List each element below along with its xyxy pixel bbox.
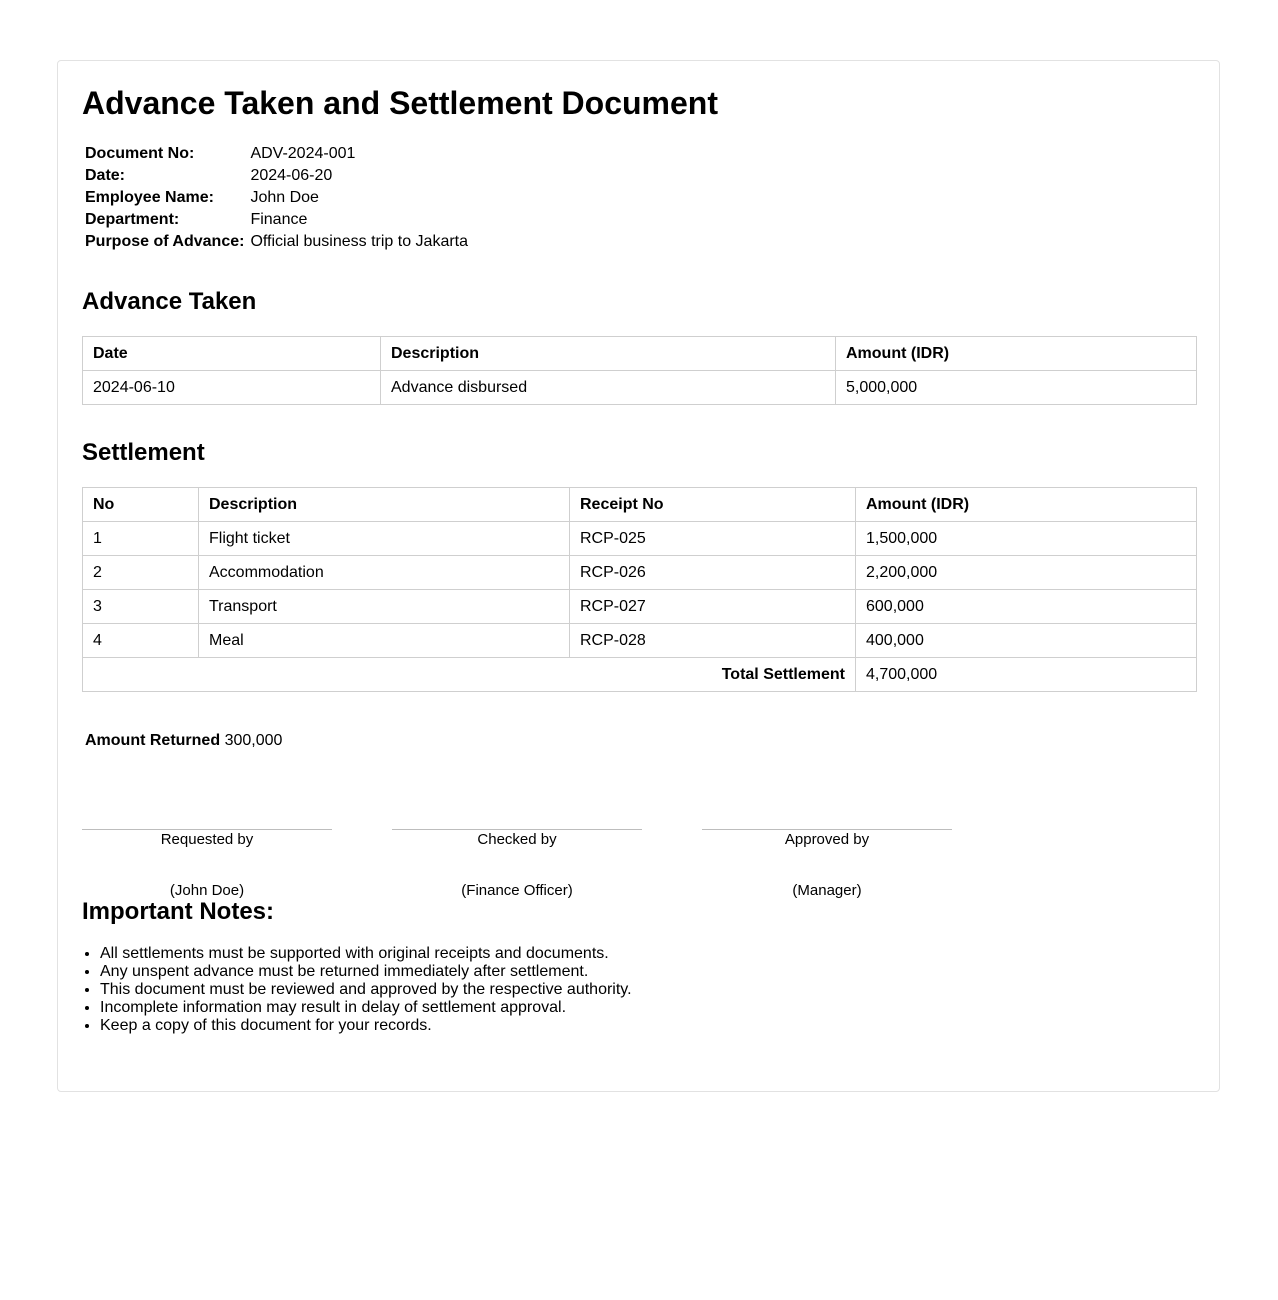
list-item: • Any unspent advance must be returned immediately after settlement.	[100, 963, 632, 981]
column-header-description: Description	[199, 488, 570, 522]
amount-returned-value: 300,000	[224, 732, 283, 749]
meta-label: Department:	[85, 211, 180, 228]
column-header-date: Date	[83, 337, 381, 371]
cell-amount: 600,000	[856, 590, 1197, 624]
signature-name: (Finance Officer)	[461, 882, 573, 899]
column-header-description: Description	[381, 337, 836, 371]
meta-value: ADV-2024-001	[250, 145, 356, 162]
signature-approved-by	[702, 829, 952, 900]
table-row	[83, 556, 1197, 590]
meta-value: John Doe	[250, 189, 319, 206]
cell-no: 4	[83, 624, 199, 658]
signature-role: Checked by	[477, 831, 557, 848]
cell-date: 2024-06-10	[83, 371, 381, 405]
total-row	[83, 658, 1197, 692]
important-notes-list	[82, 945, 632, 1035]
amount-returned	[85, 731, 282, 751]
meta-label: Employee Name:	[85, 189, 214, 206]
meta-value: Official business trip to Jakarta	[250, 233, 469, 250]
column-header-amount: Amount (IDR)	[856, 488, 1197, 522]
cell-description: Advance disbursed	[381, 371, 836, 405]
list-item: • All settlements must be supported with original receipts and documents.	[100, 945, 632, 963]
advance-taken-heading: Advance Taken	[82, 288, 257, 315]
signature-name: (Manager)	[792, 882, 862, 899]
meta-row	[83, 165, 470, 187]
list-item: • This document must be reviewed and approved by the respective authority.	[100, 981, 632, 999]
meta-row	[83, 187, 470, 209]
table-row	[83, 624, 1197, 658]
total-settlement-label: Total Settlement	[83, 658, 856, 692]
document-meta-table	[83, 143, 470, 253]
meta-row	[83, 231, 470, 253]
cell-amount: 1,500,000	[856, 522, 1197, 556]
cell-no: 2	[83, 556, 199, 590]
column-header-receipt-no: Receipt No	[570, 488, 856, 522]
cell-amount: 5,000,000	[836, 371, 1197, 405]
column-header-no: No	[83, 488, 199, 522]
signature-line	[702, 829, 952, 830]
column-header-amount: Amount (IDR)	[836, 337, 1197, 371]
settlement-heading: Settlement	[82, 439, 205, 466]
signature-line	[392, 829, 642, 830]
meta-row	[83, 209, 470, 231]
document-title: Advance Taken and Settlement Document	[82, 85, 718, 121]
meta-value: Finance	[250, 211, 308, 228]
cell-receipt-no: RCP-025	[570, 522, 856, 556]
signature-requested-by	[82, 829, 332, 900]
total-settlement-value: 4,700,000	[856, 658, 1197, 692]
cell-receipt-no: RCP-027	[570, 590, 856, 624]
important-notes-heading: Important Notes:	[82, 898, 274, 925]
cell-amount: 2,200,000	[856, 556, 1197, 590]
table-row	[83, 590, 1197, 624]
cell-receipt-no: RCP-026	[570, 556, 856, 590]
document-page	[57, 60, 1220, 1092]
table-row	[83, 522, 1197, 556]
settlement-table	[82, 487, 1197, 692]
signature-name: (John Doe)	[169, 882, 245, 899]
cell-receipt-no: RCP-028	[570, 624, 856, 658]
meta-row	[83, 143, 470, 165]
signature-line	[82, 829, 332, 830]
list-item: • Incomplete information may result in delay of settlement approval.	[100, 999, 632, 1017]
signature-role: Requested by	[160, 831, 254, 848]
table-header-row	[83, 337, 1197, 371]
cell-amount: 400,000	[856, 624, 1197, 658]
amount-returned-label: Amount Returned	[85, 732, 221, 749]
signature-checked-by	[392, 829, 642, 900]
advance-taken-table	[82, 336, 1197, 405]
signature-role: Approved by	[784, 831, 870, 848]
meta-label: Date:	[85, 167, 126, 184]
cell-description: Flight ticket	[199, 522, 570, 556]
cell-no: 3	[83, 590, 199, 624]
cell-description: Transport	[199, 590, 570, 624]
table-header-row	[83, 488, 1197, 522]
table-row	[83, 371, 1197, 405]
cell-description: Meal	[199, 624, 570, 658]
meta-value: 2024-06-20	[250, 167, 333, 184]
list-item: • Keep a copy of this document for your records.	[100, 1017, 632, 1035]
meta-label: Purpose of Advance:	[85, 233, 245, 250]
cell-no: 1	[83, 522, 199, 556]
cell-description: Accommodation	[199, 556, 570, 590]
meta-label: Document No:	[85, 145, 195, 162]
